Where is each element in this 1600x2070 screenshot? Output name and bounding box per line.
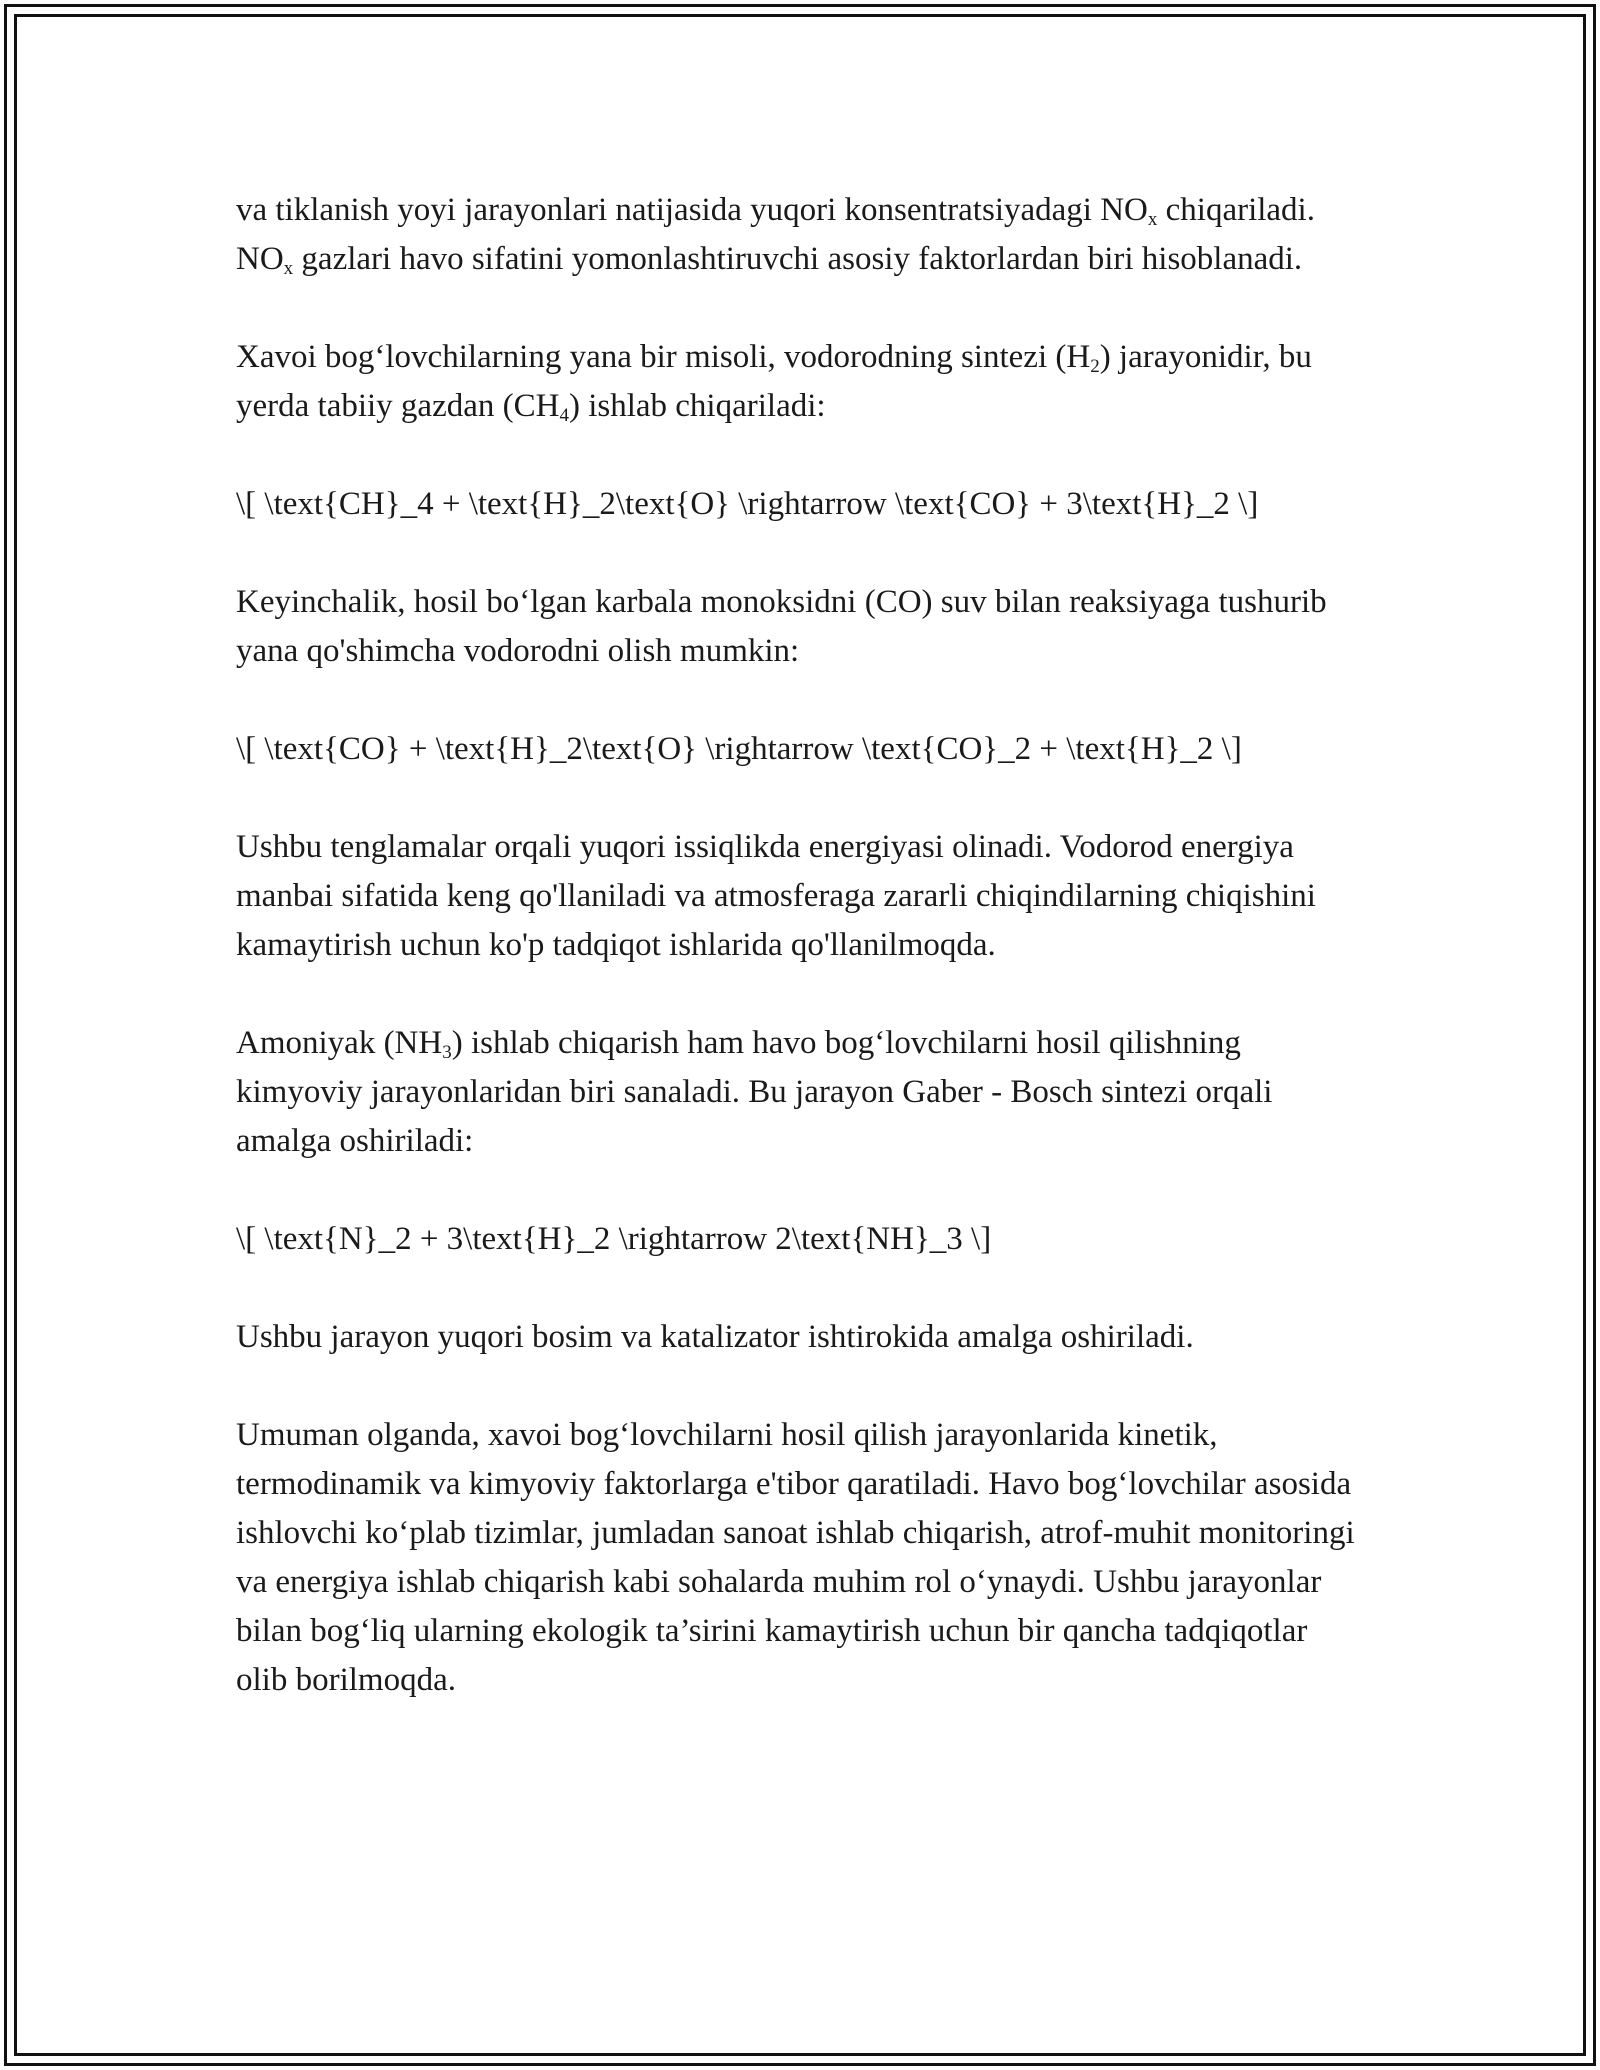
text-paragraph — [236, 1411, 1366, 1705]
text-run: Amoniyak (NH — [236, 1025, 443, 1061]
text-run: Umuman olganda, xavoi bog‘lovchilarni hosil qilish jarayonlarida kinetik, termodinamik va kimyoviy faktorlarga e'tibor qaratiladi. Havo bog‘lovchilar asosida ishlovchi ko‘plab tizimlar, jumladan sanoat ishlab chiqarish, atrof-muhit monitoringi va energiya ishlab chiqarish kabi sohalarda muhim rol o‘ynaydi. Ushbu jarayonlar bilan bog‘liq ularning ekologik ta’sirini kamaytirish uchun bir qancha tadqiqotlar olib borilmoqda. — [236, 1417, 1355, 1698]
text-run: \[ \text{CH}_4 + \text{H}_2\text{O} \rightarrow \text{CO} + 3\text{H}_2 \] — [236, 486, 1259, 522]
text-run: va tiklanish yoyi jarayonlari natijasida yuqori konsentratsiyadagi NO — [236, 192, 1148, 228]
text-run: \[ \text{CO} + \text{H}_2\text{O} \rightarrow \text{CO}_2 + \text{H}_2 \] — [236, 731, 1242, 767]
text-run: chiqariladi. NO — [236, 192, 1315, 277]
equation-paragraph — [236, 1215, 1366, 1264]
text-paragraph — [236, 578, 1366, 676]
document-body — [236, 186, 1366, 1754]
subscript: x — [283, 258, 294, 279]
equation-paragraph — [236, 725, 1366, 774]
subscript: 4 — [559, 405, 569, 426]
text-run: Keyinchalik, hosil bo‘lgan karbala monoksidni (CO) suv bilan reaksiyaga tushurib yana qo'shimcha vodorodni olish mumkin: — [236, 584, 1327, 669]
text-run: Ushbu tenglamalar orqali yuqori issiqlikda energiyasi olinadi. Vodorod energiya manbai sifatida keng qo'llaniladi va atmosferaga zararli chiqindilarning chiqishini kamaytirish uchun ko'p tadqiqot ishlarida qo'llanilmoqda. — [236, 829, 1316, 963]
text-run: ) ishlab chiqarish ham havo bog‘lovchilarni hosil qilishning kimyoviy jarayonlaridan biri sanaladi. Bu jarayon Gaber - Bosch sintezi orqali amalga oshiriladi: — [236, 1025, 1273, 1159]
text-run: ) jarayonidir, bu yerda tabiiy gazdan (CH — [236, 339, 1312, 424]
subscript: x — [1147, 209, 1158, 230]
equation-paragraph — [236, 480, 1366, 529]
text-run: Ushbu jarayon yuqori bosim va katalizator ishtirokida amalga oshiriladi. — [236, 1319, 1194, 1355]
text-paragraph — [236, 1019, 1366, 1166]
text-run: gazlari havo sifatini yomonlashtiruvchi asosiy faktorlardan biri hisoblanadi. — [293, 241, 1303, 277]
text-paragraph — [236, 823, 1366, 970]
text-run: Xavoi bog‘lovchilarning yana bir misoli, vodorodning sintezi (H — [236, 339, 1091, 375]
text-run: \[ \text{N}_2 + 3\text{H}_2 \rightarrow 2\text{NH}_3 \] — [236, 1221, 992, 1257]
text-paragraph — [236, 333, 1366, 431]
text-paragraph — [236, 1313, 1366, 1362]
text-run: ) ishlab chiqariladi: — [568, 388, 826, 424]
subscript: 2 — [1090, 356, 1100, 377]
text-paragraph — [236, 186, 1366, 284]
subscript: 3 — [442, 1042, 452, 1063]
